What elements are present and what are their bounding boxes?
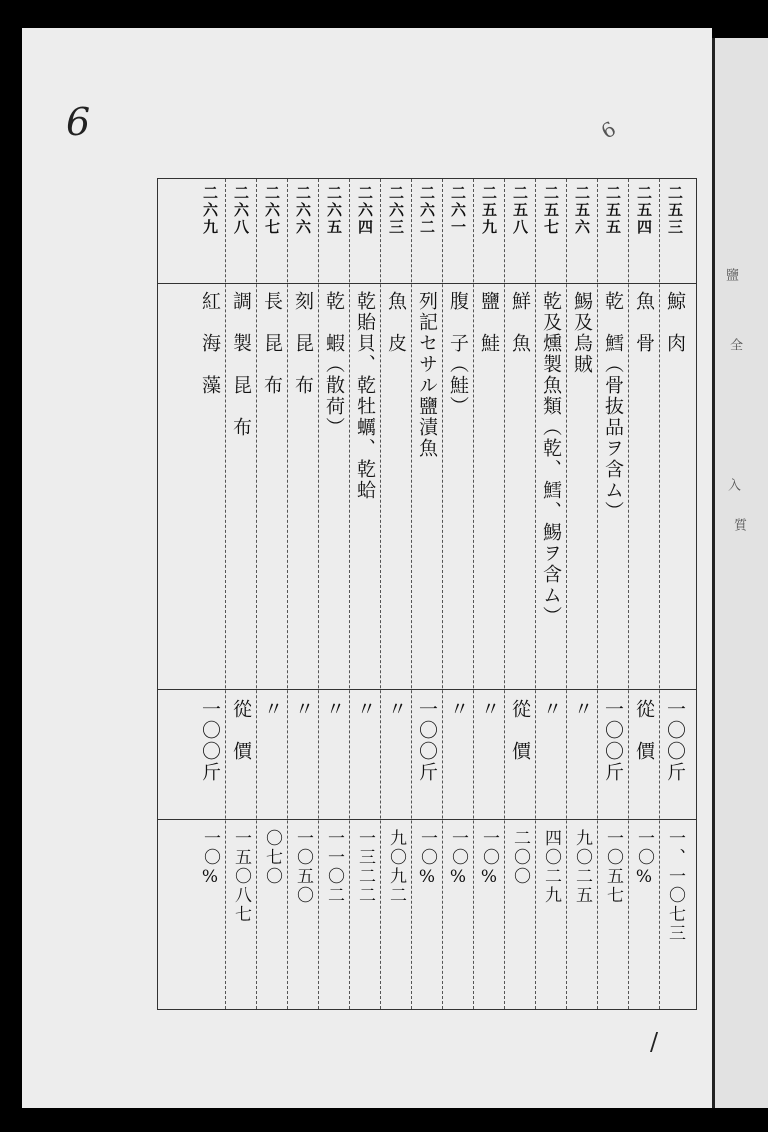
item-name: 乾及燻製魚類（乾、鱈、鯣ヲ含ム） (540, 291, 562, 627)
duty-basis: 〃 (292, 699, 314, 720)
table-row (287, 179, 318, 1009)
tariff-table (157, 178, 697, 1010)
duty-rate: 〇七〇 (262, 829, 282, 886)
table-row (256, 179, 287, 1009)
footer-mark: / (650, 1028, 659, 1056)
table-row (380, 179, 411, 1009)
item-name: 乾 鱈（骨抜品ヲ含ム） (602, 291, 624, 522)
duty-rate: 一〇五〇 (293, 829, 313, 905)
item-name: 調 製 昆 布 (230, 291, 252, 438)
duty-basis: 〃 (478, 699, 500, 720)
table-row (597, 179, 628, 1009)
duty-basis: 一〇〇斤 (664, 699, 686, 783)
item-name: 魚 皮 (385, 291, 407, 354)
item-name: 刻 昆 布 (292, 291, 314, 396)
item-code: 二五八 (511, 185, 529, 236)
adjacent-page-edge (712, 38, 768, 1108)
item-code: 二五五 (604, 185, 622, 236)
item-name: 乾貽貝、乾牡蠣、乾蛤 (354, 291, 376, 501)
item-name: 列記セサル鹽漬魚 (416, 291, 438, 459)
duty-basis: 〃 (354, 699, 376, 720)
duty-rate: 一〇五七 (603, 829, 623, 905)
table-row (566, 179, 597, 1009)
item-code: 二五六 (573, 185, 591, 236)
duty-basis: 〃 (571, 699, 593, 720)
item-code: 二六四 (356, 185, 374, 236)
item-code: 二六二 (418, 185, 436, 236)
duty-rate: 一三二二 (355, 829, 375, 905)
fragment-text: 全 (727, 338, 742, 351)
table-row (349, 179, 380, 1009)
fragment-text: 鹽 (723, 268, 738, 281)
item-name: 腹 子（鮭） (447, 291, 469, 417)
duty-basis: 從 價 (633, 699, 655, 762)
table-row (411, 179, 442, 1009)
item-name: 鯣及烏賊 (571, 291, 593, 375)
duty-rate: 一〇% (634, 829, 654, 889)
item-code: 二五七 (542, 185, 560, 236)
item-code: 二六五 (325, 185, 343, 236)
duty-rate: 四〇二九 (541, 829, 561, 905)
duty-rate: 九〇九二 (386, 829, 406, 905)
duty-rate: 一〇% (479, 829, 499, 889)
fragment-text: 質 (731, 518, 746, 531)
item-code: 二六一 (449, 185, 467, 236)
duty-basis: 〃 (447, 699, 469, 720)
table-row (473, 179, 504, 1009)
page-number-handwritten: 6 (66, 100, 91, 144)
duty-basis: 從 價 (509, 699, 531, 762)
item-name: 鹽 鮭 (478, 291, 500, 354)
table-row (318, 179, 349, 1009)
duty-basis: 一〇〇斤 (602, 699, 624, 783)
duty-basis: 〃 (540, 699, 562, 720)
item-name: 紅 海 藻 (199, 291, 221, 396)
duty-basis: 〃 (385, 699, 407, 720)
fragment-text: 入 (725, 478, 740, 491)
duty-rate: 一一〇二 (324, 829, 344, 905)
duty-rate: 一〇% (417, 829, 437, 889)
item-code: 二六九 (201, 185, 219, 236)
item-code: 二五四 (635, 185, 653, 236)
duty-rate: 一、一〇七三 (665, 829, 685, 943)
stamp-mark: 6 (596, 116, 620, 144)
item-code: 二六七 (263, 185, 281, 236)
duty-rate: 一五〇八七 (231, 829, 251, 924)
item-name: 鯨 肉 (664, 291, 686, 354)
item-code: 二六三 (387, 185, 405, 236)
duty-rate: 一〇% (200, 829, 220, 889)
table-row (628, 179, 659, 1009)
document-page (22, 28, 712, 1108)
item-code: 二五三 (666, 185, 684, 236)
item-name: 長 昆 布 (261, 291, 283, 396)
item-code: 二五九 (480, 185, 498, 236)
item-name: 乾 蝦（散荷） (323, 291, 345, 438)
table-row (225, 179, 256, 1009)
duty-rate: 九〇二五 (572, 829, 592, 905)
duty-basis: 〃 (261, 699, 283, 720)
duty-rate: 一〇% (448, 829, 468, 889)
table-row (194, 179, 225, 1009)
item-name: 鮮 魚 (509, 291, 531, 354)
table-row (442, 179, 473, 1009)
table-row (659, 179, 690, 1009)
duty-basis: 從 價 (230, 699, 252, 762)
duty-rate: 二〇〇 (510, 829, 530, 886)
item-name: 魚 骨 (633, 291, 655, 354)
item-code: 二六六 (294, 185, 312, 236)
table-row (535, 179, 566, 1009)
table-row (504, 179, 535, 1009)
duty-basis: 一〇〇斤 (416, 699, 438, 783)
duty-basis: 一〇〇斤 (199, 699, 221, 783)
duty-basis: 〃 (323, 699, 345, 720)
item-code: 二六八 (232, 185, 250, 236)
